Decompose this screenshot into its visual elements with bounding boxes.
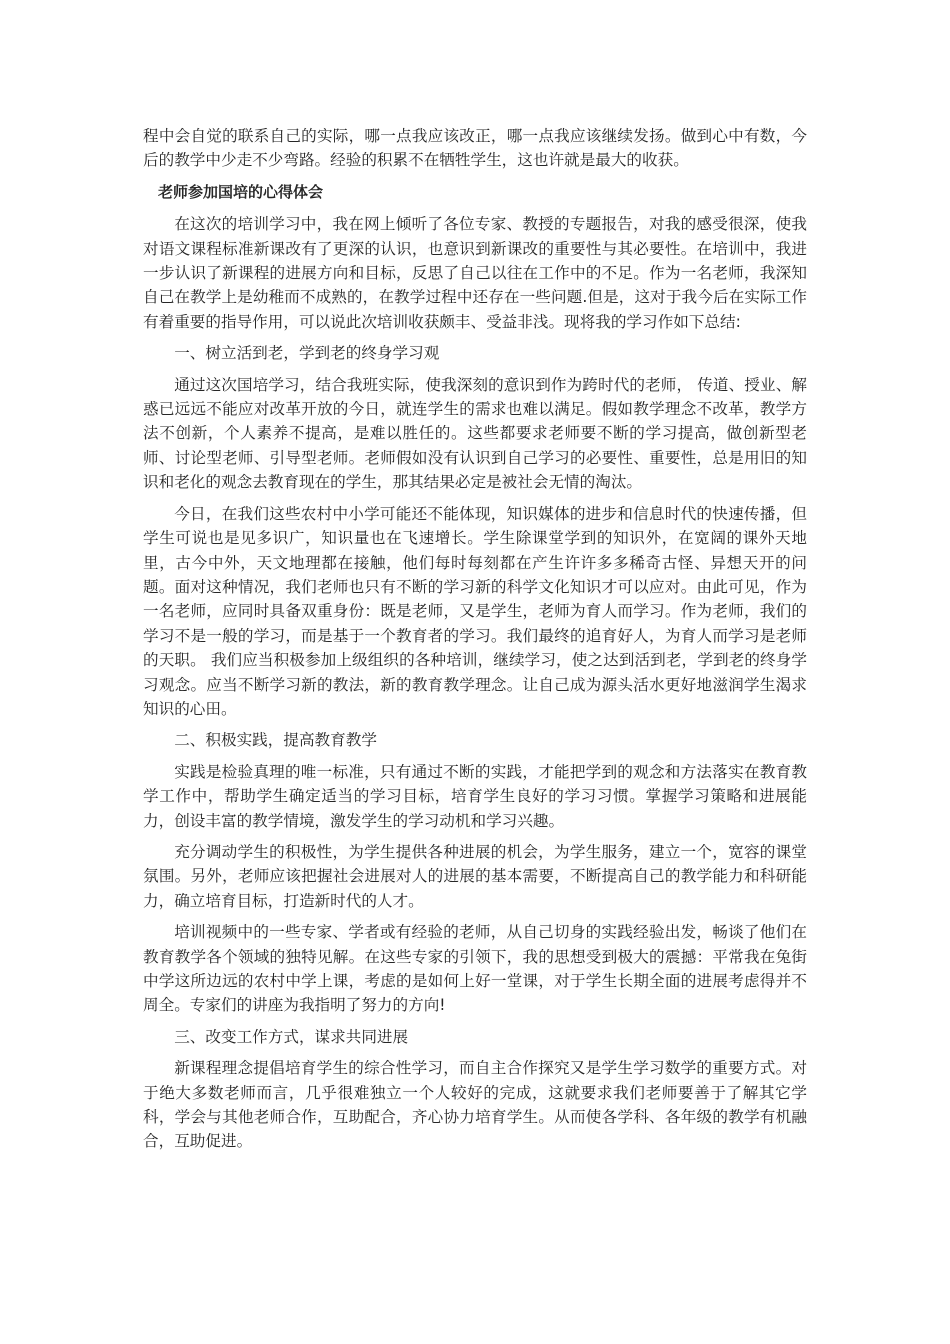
section-1-title: 一、树立活到老，学到老的终身学习观	[174, 344, 440, 363]
section-2-title: 二、积极实践，提高教育教学	[174, 731, 377, 750]
paragraph-1: 在这次的培训学习中，我在网上倾听了各位专家、教授的专题报告，对我的感受很深，使我对语文课程标准新课改有了更深的认识，也意识到新课改的重要性与其必要性。在培训中，我进一步认识了新课程的进展方向和目标，反思了自己以往在工作中的不足。作为一名老师，我深知自己在教学上是幼稚而不成熟的，在教学过程中还存在一些问题.但是，这对于我今后在实际工作有着重要的指导作用，可以说此次培训收获颇丰、受益非浅。现将我的学习作如下总结:	[143, 215, 807, 331]
paragraph-5: 充分调动学生的积极性，为学生提供各种进展的机会，为学生服务，建立一个，宽容的课堂氛围。另外，老师应该把握社会进展对人的进展的基本需要，不断提高自己的教学能力和科研能力，确立培育目标，打造新时代的人才。	[143, 842, 807, 910]
section-3-title: 三、改变工作方式，谋求共同进展	[174, 1027, 409, 1046]
paragraph-4: 实践是检验真理的唯一标准，只有通过不断的实践，才能把学到的观念和方法落实在教育教学工作中，帮助学生确定适当的学习目标，培育学生良好的学习习惯。掌握学习策略和进展能力，创设丰富的教学情境，激发学生的学习动机和学习兴趣。	[143, 762, 807, 830]
intro-paragraph: 程中会自觉的联系自己的实际，哪一点我应该改正，哪一点我应该继续发扬。做到心中有数，今后的教学中少走不少弯路。经验的积累不在牺牲学生，这也许就是最大的收获。	[143, 127, 807, 170]
paragraph-7: 新课程理念提倡培育学生的综合性学习，而自主合作探究又是学生学习数学的重要方式。对于绝大多数老师而言，几乎很难独立一个人较好的完成，这就要求我们老师要善于了解其它学科，学会与其他老师合作，互助配合，齐心协力培育学生。从而使各学科、各年级的教学有机融合，互助促进。	[143, 1059, 807, 1151]
document-title: 老师参加国培的心得体会	[158, 182, 324, 201]
paragraph-6: 培训视频中的一些专家、学者或有经验的老师，从自己切身的实践经验出发，畅谈了他们在教育教学各个领域的独特见解。在这些专家的引领下，我的思想受到极大的震撼：平常我在兔街中学这所边远的农村中学上课，考虑的是如何上好一堂课，对于学生长期全面的进展考虑得并不周全。专家们的讲座为我指明了努力的方向!	[143, 923, 807, 1015]
paragraph-3: 今日，在我们这些农村中小学可能还不能体现，知识媒体的进步和信息时代的快速传播，但学生可说也是见多识广，知识量也在飞速增长。学生除课堂学到的知识外，在宽阔的课外天地里，古今中外，天文地理都在接触，他们每时每刻都在产生许许多多稀奇古怪、异想天开的问题。面对这种情况，我们老师也只有不断的学习新的科学文化知识才可以应对。由此可见，作为一名老师，应同时具备双重身份：既是老师，又是学生，老师为育人而学习。作为老师，我们的学习不是一般的学习，而是基于一个教育者的学习。我们最终的追育好人，为育人而学习是老师的天职。 我们应当积极参加上级组织的各种培训，继续学习，使之达到活到老，学到老的终身学习观念。应当不断学习新的教法，新的教育教学理念。让自己成为源头活水更好地滋润学生渴求知识的心田。	[143, 504, 807, 718]
document-page	[143, 124, 807, 1161]
paragraph-2: 通过这次国培学习，结合我班实际，使我深刻的意识到作为跨时代的老师， 传道、授业、解惑已远远不能应对改革开放的今日，就连学生的需求也难以满足。假如教学理念不改革，教学方法不创新，个人素养不提高，是难以胜任的。这些都要求老师要不断的学习提高，做创新型老师、讨论型老师、引导型老师。老师假如没有认识到自己学习的必要性、重要性，总是用旧的知识和老化的观念去教育现在的学生，那其结果必定是被社会无情的淘汰。	[143, 375, 807, 492]
